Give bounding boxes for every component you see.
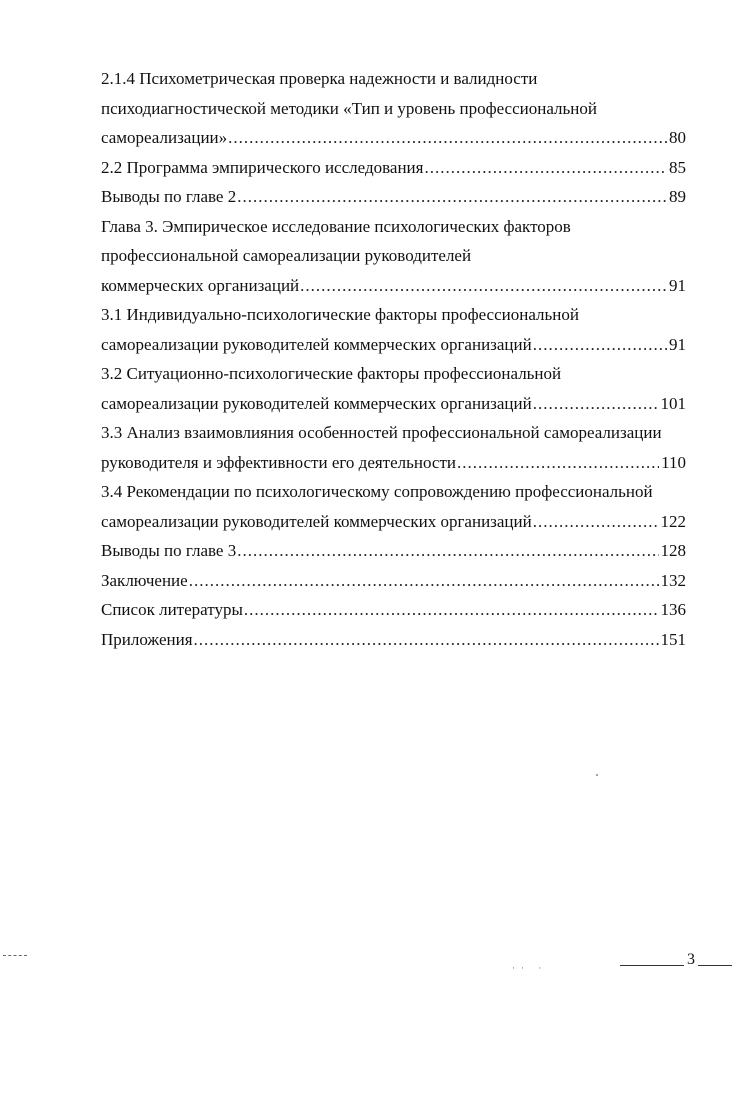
- toc-leader-dots: [189, 566, 659, 596]
- footer-rule: [620, 965, 684, 966]
- toc-entry-text: 2.1.4 Психометрическая проверка надежности и валидности: [101, 69, 538, 88]
- toc-entry-text: Глава 3. Эмпирическое исследование психологических факторов: [101, 216, 571, 236]
- toc-page-number: 110: [661, 452, 686, 472]
- page-number: 3: [687, 951, 695, 968]
- toc-entry: [101, 566, 686, 596]
- toc-entry-text: Приложения: [101, 629, 193, 649]
- toc-entry: [101, 271, 686, 301]
- toc-page-number: 91: [669, 334, 686, 354]
- toc-leader-dots: [237, 536, 658, 566]
- toc-entry-text: самореализации руководителей коммерческих организаций: [101, 334, 532, 354]
- toc-page-number: 136: [660, 600, 686, 619]
- scan-mark: [3, 955, 27, 956]
- toc-entry-text: 2.2 Программа эмпирического исследования: [101, 157, 424, 177]
- toc-entry: [101, 153, 686, 183]
- toc-leader-dots: [194, 625, 659, 655]
- scan-mark: ·· ·: [512, 963, 548, 973]
- toc-leader-dots: [533, 389, 659, 419]
- toc-line: [101, 477, 686, 507]
- toc-line: [101, 359, 686, 389]
- toc-entry-text: 3.4 Рекомендации по психологическому сопровождению профессиональной: [101, 482, 653, 501]
- toc-leader-dots: [244, 595, 659, 625]
- toc-entry-text: психодиагностической методики «Тип и уровень профессиональной: [101, 98, 597, 118]
- toc-entry-text: самореализации руководителей коммерческих организаций: [101, 511, 532, 531]
- toc-leader-dots: [533, 507, 659, 537]
- toc-entry-text: профессиональной самореализации руководителей: [101, 246, 472, 265]
- toc-entry: [101, 625, 686, 655]
- toc-page-number: 101: [660, 393, 686, 413]
- toc-line: [101, 94, 686, 124]
- toc-entry: [101, 182, 686, 212]
- toc-page-number: 151: [660, 629, 686, 649]
- toc-entry-text: 3.2 Ситуационно-психологические факторы профессиональной: [101, 364, 562, 383]
- toc-leader-dots: [457, 448, 659, 478]
- toc-entry-text: руководителя и эффективности его деятельности: [101, 452, 456, 472]
- toc-entry: [101, 507, 686, 537]
- toc-page-number: 80: [669, 128, 686, 147]
- toc-entry: [101, 389, 686, 419]
- toc-page-number: 132: [660, 570, 686, 590]
- scan-speck: [596, 774, 598, 776]
- toc-entry-text: самореализации»: [101, 128, 228, 147]
- toc-entry: [101, 123, 686, 153]
- toc-entry-text: Список литературы: [101, 600, 243, 619]
- toc-page-number: 91: [669, 275, 686, 295]
- toc-entry-text: Заключение: [101, 570, 188, 590]
- page-footer: [620, 948, 732, 972]
- toc-entry-text: коммерческих организаций: [101, 275, 300, 295]
- toc-entry-text: 3.1 Индивидуально-психологические факторы профессиональной: [101, 305, 579, 324]
- toc-page-number: 128: [660, 541, 686, 560]
- toc-page-number: 89: [669, 187, 686, 206]
- footer-rule: [698, 965, 732, 966]
- toc-entry-text: 3.3 Анализ взаимовлияния особенностей профессиональной самореализации: [101, 423, 662, 442]
- toc-entry: [101, 448, 686, 478]
- toc-entry: [101, 330, 686, 360]
- toc-entry-text: самореализации руководителей коммерческих организаций: [101, 393, 532, 413]
- toc-line: [101, 418, 686, 448]
- toc-entry-text: Выводы по главе 2: [101, 187, 237, 206]
- toc-entry: [101, 595, 686, 625]
- toc-line: [101, 64, 686, 94]
- toc-page-number: 85: [669, 157, 686, 177]
- toc-leader-dots: [300, 271, 667, 301]
- toc-line: [101, 300, 686, 330]
- toc-line: [101, 241, 686, 271]
- toc-entry-text: Выводы по главе 3: [101, 541, 237, 560]
- toc-page-number: 122: [660, 511, 686, 531]
- toc-leader-dots: [424, 153, 667, 183]
- toc-leader-dots: [228, 123, 667, 153]
- toc-line: [101, 212, 686, 242]
- toc-leader-dots: [237, 182, 667, 212]
- toc-entry: [101, 536, 686, 566]
- table-of-contents: [101, 64, 686, 654]
- toc-leader-dots: [533, 330, 667, 360]
